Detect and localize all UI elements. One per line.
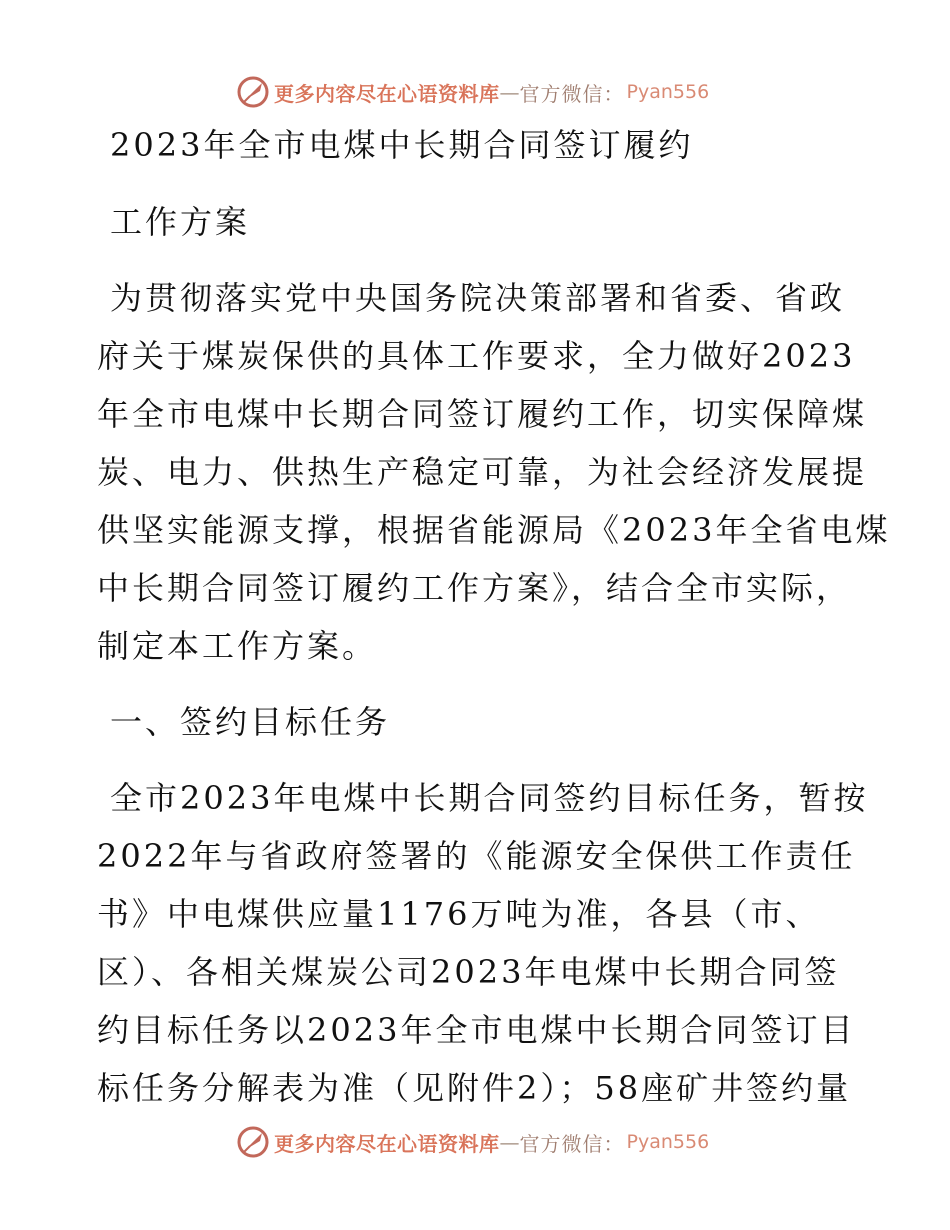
intro-line-7: 制定本工作方案。 bbox=[97, 627, 378, 665]
watermark-main-text: 更多内容尽在心语资料库 bbox=[274, 1131, 500, 1156]
intro-line-4: 炭、电力、供热生产稳定可靠，为社会经济发展提 bbox=[97, 453, 868, 491]
section-1-heading: 一、签约目标任务 bbox=[110, 703, 391, 741]
section-1-line-1: 全市2023年电煤中长期合同签约目标任务，暂按 bbox=[110, 779, 869, 817]
watermark-account: Pyan556 bbox=[626, 81, 710, 103]
watermark-header bbox=[236, 72, 709, 112]
quill-logo-icon bbox=[236, 1125, 270, 1159]
title-line-1: 2023年全市电煤中长期合同签订履约 bbox=[110, 126, 694, 164]
intro-line-1: 为贯彻落实党中央国务院决策部署和省委、省政 bbox=[110, 279, 846, 317]
watermark-dash: — bbox=[499, 1130, 520, 1154]
section-1-line-6: 标任务分解表为准（见附件2）；58座矿井签约量 bbox=[97, 1069, 852, 1107]
intro-line-2: 府关于煤炭保供的具体工作要求，全力做好2023 bbox=[97, 337, 856, 375]
watermark-main-text: 更多内容尽在心语资料库 bbox=[274, 81, 500, 106]
intro-line-3: 年全市电煤中长期合同签订履约工作，切实保障煤 bbox=[97, 395, 868, 433]
section-1-line-5: 约目标任务以2023年全市电煤中长期合同签订目 bbox=[97, 1011, 856, 1049]
quill-logo-icon bbox=[236, 75, 270, 109]
watermark-dash: — bbox=[499, 80, 520, 104]
intro-line-6: 中长期合同签订履约工作方案》，结合全市实际， bbox=[97, 569, 852, 607]
intro-line-5: 供坚实能源支撑，根据省能源局《2023年全省电煤 bbox=[97, 511, 891, 549]
watermark-official-label: 官方微信： bbox=[519, 81, 625, 106]
section-1-line-4: 区）、各相关煤炭公司2023年电煤中长期合同签 bbox=[97, 953, 840, 991]
section-1-line-2: 2022年与省政府签署的《能源安全保供工作责任 bbox=[97, 837, 856, 875]
watermark-footer bbox=[236, 1122, 709, 1162]
watermark-official-label: 官方微信： bbox=[519, 1131, 625, 1156]
section-1-line-3: 书》中电煤供应量1176万吨为准，各县（市、 bbox=[97, 895, 821, 933]
watermark-account: Pyan556 bbox=[626, 1131, 710, 1153]
title-line-2: 工作方案 bbox=[110, 203, 251, 241]
